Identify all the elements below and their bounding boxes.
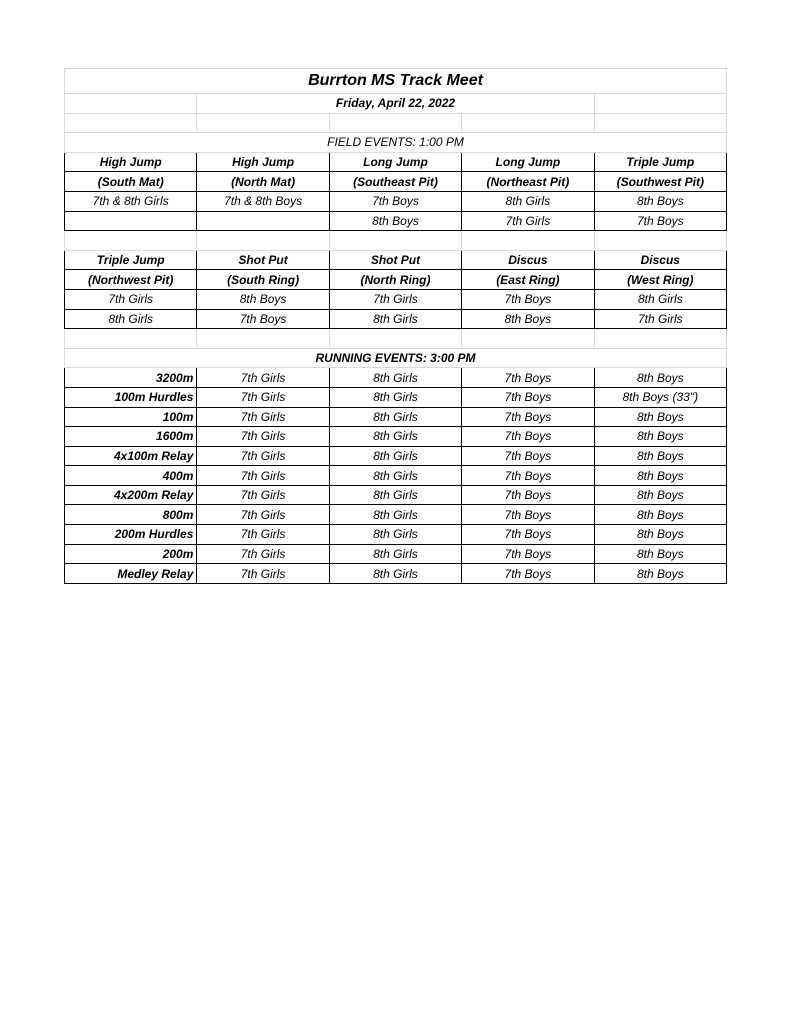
event-name: High Jump	[65, 152, 197, 172]
event-name: Triple Jump	[65, 250, 197, 270]
assignment-cell: 8th Girls	[329, 309, 461, 329]
running-event-name: 100m	[65, 407, 197, 427]
running-event-name: 4x200m Relay	[65, 485, 197, 505]
empty-cell	[594, 231, 726, 251]
event-name: Triple Jump	[594, 152, 726, 172]
event-location: (North Mat)	[197, 172, 329, 192]
spacer-row	[65, 329, 727, 349]
event-location: (East Ring)	[462, 270, 594, 290]
field-events-heading: FIELD EVENTS: 1:00 PM	[65, 133, 727, 153]
event-location: (Northwest Pit)	[65, 270, 197, 290]
assignment-cell: 7th Boys	[329, 191, 461, 211]
field-assignment-row	[65, 309, 727, 329]
assignment-cell: 8th Boys	[329, 211, 461, 231]
heat-cell: 7th Girls	[197, 525, 329, 545]
heat-cell: 8th Girls	[329, 525, 461, 545]
heat-cell: 7th Boys	[462, 525, 594, 545]
event-name: High Jump	[197, 152, 329, 172]
heat-cell: 8th Girls	[329, 466, 461, 486]
event-name: Discus	[462, 250, 594, 270]
heat-cell: 7th Boys	[462, 544, 594, 564]
running-event-row	[65, 544, 727, 564]
heat-cell: 8th Girls	[329, 427, 461, 447]
running-event-row	[65, 564, 727, 584]
heat-cell: 8th Boys	[594, 485, 726, 505]
event-name: Shot Put	[197, 250, 329, 270]
heat-cell: 7th Girls	[197, 564, 329, 584]
heat-cell: 7th Boys	[462, 368, 594, 388]
event-location: (South Ring)	[197, 270, 329, 290]
meet-date: Friday, April 22, 2022	[197, 94, 594, 114]
heat-cell: 8th Boys	[594, 505, 726, 525]
track-meet-sheet	[64, 68, 726, 584]
empty-cell	[329, 329, 461, 349]
event-location: (West Ring)	[594, 270, 726, 290]
heat-cell: 7th Girls	[197, 446, 329, 466]
page-title: Burrton MS Track Meet	[65, 69, 727, 94]
heat-cell: 7th Boys	[462, 407, 594, 427]
running-event-row	[65, 446, 727, 466]
running-event-name: 200m	[65, 544, 197, 564]
heat-cell: 8th Boys	[594, 407, 726, 427]
heat-cell: 7th Girls	[197, 427, 329, 447]
heat-cell: 8th Girls	[329, 368, 461, 388]
empty-cell	[197, 329, 329, 349]
assignment-cell: 7th Girls	[65, 289, 197, 309]
heat-cell: 8th Girls	[329, 505, 461, 525]
heat-cell: 8th Boys	[594, 466, 726, 486]
event-name: Discus	[594, 250, 726, 270]
heat-cell: 8th Boys	[594, 427, 726, 447]
running-event-row	[65, 525, 727, 545]
assignment-cell	[197, 211, 329, 231]
field-heading-row	[65, 133, 727, 153]
heat-cell: 7th Girls	[197, 407, 329, 427]
heat-cell: 8th Girls	[329, 485, 461, 505]
heat-cell: 7th Boys	[462, 387, 594, 407]
heat-cell: 7th Boys	[462, 446, 594, 466]
assignment-cell: 7th Girls	[594, 309, 726, 329]
running-event-name: 400m	[65, 466, 197, 486]
heat-cell: 8th Girls	[329, 446, 461, 466]
heat-cell: 8th Boys	[594, 368, 726, 388]
running-heading-row	[65, 348, 727, 368]
heat-cell: 8th Boys (33")	[594, 387, 726, 407]
assignment-cell: 8th Boys	[462, 309, 594, 329]
heat-cell: 7th Girls	[197, 466, 329, 486]
assignment-cell	[65, 211, 197, 231]
assignment-cell: 8th Boys	[594, 191, 726, 211]
spacer-row	[65, 113, 727, 133]
heat-cell: 8th Girls	[329, 564, 461, 584]
field-event-header-row	[65, 250, 727, 270]
assignment-cell: 7th Boys	[462, 289, 594, 309]
running-event-row	[65, 387, 727, 407]
title-row	[65, 69, 727, 94]
empty-cell	[197, 231, 329, 251]
running-event-row	[65, 427, 727, 447]
field-assignment-row	[65, 191, 727, 211]
running-event-name: Medley Relay	[65, 564, 197, 584]
date-row	[65, 94, 727, 114]
running-event-row	[65, 485, 727, 505]
running-event-name: 1600m	[65, 427, 197, 447]
spacer-row	[65, 231, 727, 251]
heat-cell: 8th Boys	[594, 544, 726, 564]
empty-cell	[462, 329, 594, 349]
heat-cell: 8th Girls	[329, 387, 461, 407]
heat-cell: 8th Girls	[329, 407, 461, 427]
heat-cell: 7th Girls	[197, 387, 329, 407]
event-name: Shot Put	[329, 250, 461, 270]
event-location: (North Ring)	[329, 270, 461, 290]
running-event-name: 4x100m Relay	[65, 446, 197, 466]
heat-cell: 7th Boys	[462, 427, 594, 447]
assignment-cell: 8th Girls	[594, 289, 726, 309]
event-location: (Southeast Pit)	[329, 172, 461, 192]
heat-cell: 7th Boys	[462, 505, 594, 525]
assignment-cell: 8th Girls	[462, 191, 594, 211]
heat-cell: 8th Girls	[329, 544, 461, 564]
event-name: Long Jump	[462, 152, 594, 172]
running-event-name: 100m Hurdles	[65, 387, 197, 407]
heat-cell: 8th Boys	[594, 525, 726, 545]
event-location: (Southwest Pit)	[594, 172, 726, 192]
heat-cell: 7th Girls	[197, 505, 329, 525]
running-event-row	[65, 505, 727, 525]
heat-cell: 7th Girls	[197, 544, 329, 564]
assignment-cell: 7th & 8th Boys	[197, 191, 329, 211]
assignment-cell: 7th & 8th Girls	[65, 191, 197, 211]
empty-cell	[329, 231, 461, 251]
running-event-row	[65, 466, 727, 486]
assignment-cell: 7th Boys	[197, 309, 329, 329]
schedule-table	[64, 68, 727, 584]
running-event-name: 200m Hurdles	[65, 525, 197, 545]
empty-cell	[594, 329, 726, 349]
assignment-cell: 7th Boys	[594, 211, 726, 231]
event-location: (Northeast Pit)	[462, 172, 594, 192]
empty-cell	[65, 329, 197, 349]
empty-cell	[65, 231, 197, 251]
running-event-row	[65, 407, 727, 427]
heat-cell: 7th Girls	[197, 485, 329, 505]
field-assignment-row	[65, 289, 727, 309]
running-event-name: 3200m	[65, 368, 197, 388]
event-name: Long Jump	[329, 152, 461, 172]
assignment-cell: 8th Boys	[197, 289, 329, 309]
running-event-row	[65, 368, 727, 388]
running-events-heading: RUNNING EVENTS: 3:00 PM	[65, 348, 727, 368]
heat-cell: 7th Boys	[462, 564, 594, 584]
running-event-name: 800m	[65, 505, 197, 525]
heat-cell: 7th Boys	[462, 485, 594, 505]
field-location-row	[65, 270, 727, 290]
assignment-cell: 7th Girls	[329, 289, 461, 309]
assignment-cell: 7th Girls	[462, 211, 594, 231]
event-location: (South Mat)	[65, 172, 197, 192]
field-event-header-row	[65, 152, 727, 172]
heat-cell: 8th Boys	[594, 446, 726, 466]
heat-cell: 7th Girls	[197, 368, 329, 388]
field-assignment-row	[65, 211, 727, 231]
assignment-cell: 8th Girls	[65, 309, 197, 329]
field-location-row	[65, 172, 727, 192]
heat-cell: 7th Boys	[462, 466, 594, 486]
heat-cell: 8th Boys	[594, 564, 726, 584]
empty-cell	[462, 231, 594, 251]
